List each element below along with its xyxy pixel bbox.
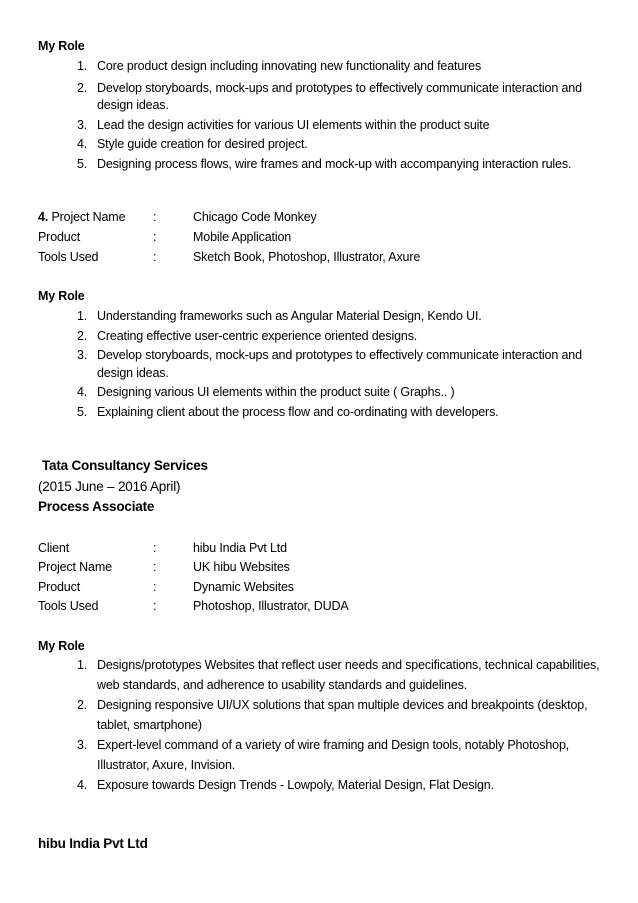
role-list (0, 308, 607, 421)
company-name: Tata Consultancy Services (42, 458, 208, 473)
list-item: 3. Lead the design activities for various UI elements within the product suite (77, 117, 490, 132)
role-list (0, 58, 607, 173)
next-company-name: hibu India Pvt Ltd (38, 836, 148, 851)
list-item: 2. Develop storyboards, mock-ups and prototypes to effectively communicate interaction and design ideas. (77, 80, 582, 112)
list-item: 3. Develop storyboards, mock-ups and prototypes to effectively communicate interaction and design ideas. (77, 348, 582, 380)
list-item: 4. Exposure towards Design Trends - Lowpoly, Material Design, Flat Design. (77, 778, 494, 792)
my-role-heading: My Role (38, 639, 85, 653)
job-title: Process Associate (38, 499, 155, 514)
list-item: 3. Expert-level command of a variety of wire framing and Design tools, notably Photoshop, Illustrator, Axure, Invision. (77, 738, 570, 772)
list-item: 2. Designing responsive UI/UX solutions that span multiple devices and breakpoints (desktop, tablet, smartphone) (77, 698, 588, 732)
list-item: 5. Explaining client about the process flow and co-ordinating with developers. (77, 404, 499, 419)
list-item: 5. Designing process flows, wire frames and mock-up with accompanying interaction rules. (77, 156, 572, 171)
resume-page: My Role 1. Core product design including innovating new functionality and features 2. Develop storyboards, mock-ups and prototypes to effectively communicate interaction and design ideas. 3. Lead the design activities for various UI elements within the product suite 4. Style guide creation for desired project. 5. Designing process flows, wire frames and mock-up with accompanying interaction rules. 4. Project Name : Chicago Code Monkey Product : Mobile Application Tools Used : Sketch Book, Photoshop, Illustrator, Axure My Role 1. Understanding frameworks such as Angular Material Design, Kendo UI. 2. Creating effective user-centric experience oriented designs. 3. Develop storyboards, mock-ups and prototypes to effectively communicate interaction and design ideas. 4. Designing various UI elements within the product suite ( Graphs.. ) 5. Explaining client about the process flow and co-ordinating with developers. Tata Consultancy Services (2015 June – 2016 April) Process Associate Client : hibu India Pvt Ltd Project Name : UK hibu Websites Product : Dynamic Websites Tools Used : Photoshop, Illustrator, DUDA My Role 1. Designs/prototypes Websites that reflect user needs and specifications, technical capabilities, web standards, and adherence to usability standards and guidelines. 2. Designing responsive UI/UX solutions that span multiple devices and breakpoints (desktop, tablet, smartphone) 3. Expert-level command of a variety of wire framing and Design tools, notably Photoshop, Illustrator, Axure, Invision. 4. Exposure towards Design Trends - Lowpoly, Material Design, Flat Design. hibu India Pvt Ltd (0, 0, 638, 903)
list-item: 1. Understanding frameworks such as Angular Material Design, Kendo UI. (77, 309, 482, 323)
employment-period: (2015 June – 2016 April) (38, 479, 181, 494)
role-list (0, 656, 607, 796)
my-role-heading: My Role (38, 39, 85, 53)
list-item: 2. Creating effective user-centric experience oriented designs. (77, 328, 418, 343)
list-item: 4. Style guide creation for desired project. (77, 137, 308, 151)
my-role-heading: My Role (38, 289, 85, 303)
list-item: 1. Core product design including innovating new functionality and features (77, 59, 482, 73)
list-item: 1. Designs/prototypes Websites that reflect user needs and specifications, technical capabilities, web standards, and adherence to usability standards and guidelines. (77, 658, 600, 692)
list-item: 4. Designing various UI elements within the product suite ( Graphs.. ) (77, 385, 455, 399)
